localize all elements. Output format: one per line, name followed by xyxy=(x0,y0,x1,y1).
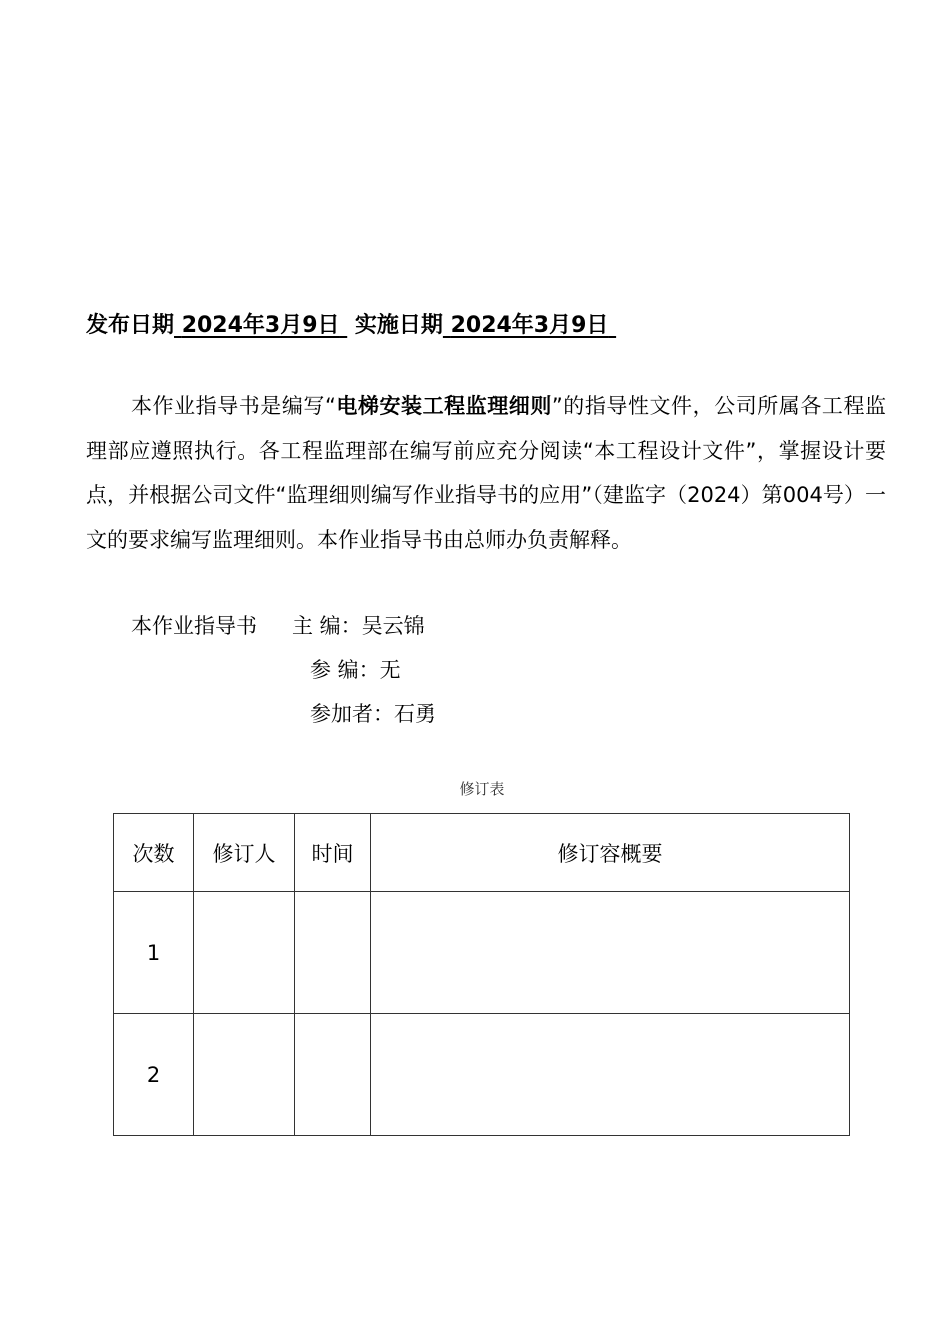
header-summary: 修订容概要 xyxy=(371,814,850,892)
release-date-label: 发布日期 xyxy=(86,313,175,338)
credit-co-editor: 参 编：无 xyxy=(310,658,401,682)
intro-bold-title: 电梯安装工程监理细则 xyxy=(335,394,552,418)
row-time xyxy=(295,1014,371,1136)
row-summary xyxy=(371,1014,850,1136)
row-number: 1 xyxy=(114,892,194,1014)
effective-date-label: 实施日期 xyxy=(354,313,443,338)
intro-text-rest: ”的指导性文件，公司所属各工程监理部应遵照执行。各工程监理部在编写前应充分阅读“本工程设计文件”，掌握设计要点，并根据公司文件“监理细则编写作业指导书的应用”（建监字（2024）第004号）一文的要求编写监理细则。本作业指导书由总师办负责解释。 xyxy=(86,394,886,552)
row-time xyxy=(295,892,371,1014)
header-reviser: 修订人 xyxy=(194,814,295,892)
credit-editor: 主 编：吴云锦 xyxy=(292,614,425,638)
intro-paragraph xyxy=(86,384,886,562)
revision-table-header-row xyxy=(114,814,850,892)
row-reviser xyxy=(194,1014,295,1136)
row-number: 2 xyxy=(114,1014,194,1136)
table-row xyxy=(114,1014,850,1136)
credit-participant: 参加者：石勇 xyxy=(310,702,436,726)
row-summary xyxy=(371,892,850,1014)
revision-table-caption: 修订表 xyxy=(459,780,505,798)
revision-table xyxy=(113,813,850,1136)
row-reviser xyxy=(194,892,295,1014)
intro-text-start: 本作业指导书是编写“ xyxy=(131,394,336,418)
credit-lead-label: 本作业指导书 xyxy=(131,614,257,638)
header-time: 时间 xyxy=(295,814,371,892)
effective-date-value: 2024年3月9日 xyxy=(450,313,609,338)
table-row xyxy=(114,892,850,1014)
header-count: 次数 xyxy=(114,814,194,892)
release-date-value: 2024年3月9日 xyxy=(181,313,340,338)
date-line xyxy=(86,308,616,339)
